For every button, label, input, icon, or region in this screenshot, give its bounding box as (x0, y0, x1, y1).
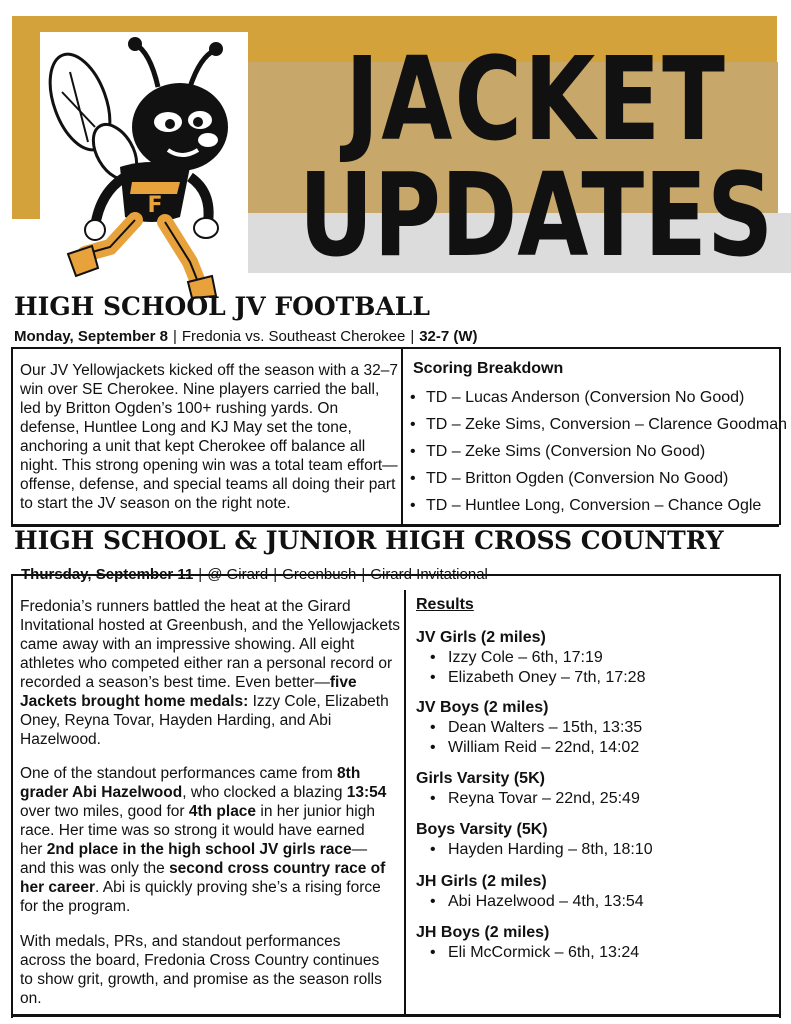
scoring-item: • TD – Zeke Sims (Conversion No Good) (410, 438, 787, 465)
results-group (416, 923, 639, 963)
results-group-title: Boys Varsity (5K) (416, 821, 548, 838)
football-column-divider (401, 347, 403, 525)
football-summary: Our JV Yellowjackets kicked off the season with a 32–7 win over SE Cherokee. Nine players carried the ball, led by Britton Ogden’s 100+ rushing yards. On defense, Huntlee Long and KJ May set the tone, anchoring a unit that kept Cherokee off balance all night. This strong opening win was a total team effort—offense, defense, and special teams all doing their part to start the JV season on the right note. (20, 362, 398, 512)
yellowjacket-mascot-logo (40, 32, 248, 300)
scoring-item: • TD – Lucas Anderson (Conversion No Good) (410, 384, 787, 411)
xc-paragraph-1: Fredonia’s runners battled the heat at the Girard Invitational hosted at Greenbush, and the Yellowjackets came away with an impressive showing. All eight athletes who competed either ran a personal record or recorded a season’s best time. Even better—five Jackets brought home medals: Izzy Cole, Elizabeth Oney, Reyna Tovar, Hayden Harding, and Abi Hazelwood. (20, 598, 401, 748)
xc-column-divider (404, 590, 406, 1016)
scoring-item: • TD – Zeke Sims, Conversion – Clarence Goodman (410, 411, 787, 438)
newsletter-title (296, 32, 776, 283)
result-item: • Dean Walters – 15th, 13:35 (430, 718, 642, 738)
cross-country-section-title: HIGH SCHOOL & JUNIOR HIGH CROSS COUNTRY (14, 526, 724, 555)
result-item: • Reyna Tovar – 22nd, 25:49 (430, 789, 640, 809)
xc-box-bottom-rule (11, 1014, 779, 1017)
result-item: • William Reid – 22nd, 14:02 (430, 738, 642, 758)
xc-meet-name: Girard Invitational (370, 566, 488, 583)
football-score: 32-7 (W) (419, 328, 478, 345)
results-group-title: JH Girls (2 miles) (416, 873, 547, 890)
scoring-item: • TD – Huntlee Long, Conversion – Chance Ogle (410, 492, 787, 519)
result-item: • Elizabeth Oney – 7th, 17:28 (430, 668, 645, 688)
svg-text:F: F (147, 193, 163, 218)
xc-meet-info: Thursday, September 11 | @ Girard | Greenbush | Girard Invitational (21, 566, 488, 583)
results-group (416, 872, 644, 912)
xc-location: @ Girard (207, 566, 269, 583)
scoring-item: • TD – Britton Ogden (Conversion No Good) (410, 465, 787, 492)
results-group-title: Girls Varsity (5K) (416, 770, 545, 787)
results-group (416, 769, 640, 809)
scoring-breakdown-title: Scoring Breakdown (413, 360, 564, 377)
results-group-title: JV Girls (2 miles) (416, 629, 546, 646)
scoring-list (410, 384, 787, 519)
result-item: • Hayden Harding – 8th, 18:10 (430, 840, 653, 860)
results-group (416, 628, 645, 688)
yellowjacket-mascot-icon (40, 32, 248, 300)
football-date: Monday, September 8 (14, 328, 168, 345)
football-section-title: HIGH SCHOOL JV FOOTBALL (14, 292, 430, 321)
results-group (416, 820, 653, 860)
results-group (416, 698, 642, 758)
result-item: • Eli McCormick – 6th, 13:24 (430, 943, 639, 963)
result-item: • Izzy Cole – 6th, 17:19 (430, 648, 645, 668)
title-line-1: JACKET (345, 32, 727, 167)
results-group-title: JH Boys (2 miles) (416, 924, 550, 941)
xc-date: Thursday, September 11 (21, 566, 194, 583)
football-matchup: Fredonia vs. Southeast Cherokee (181, 328, 406, 345)
xc-paragraph-3: With medals, PRs, and standout performances across the board, Fredonia Cross Country continues to show grit, growth, and promise as the season rolls on. (20, 933, 382, 1007)
results-title: Results (416, 596, 474, 613)
result-item: • Abi Hazelwood – 4th, 13:54 (430, 892, 644, 912)
football-game-info: Monday, September 8 | Fredonia vs. Southeast Cherokee | 32-7 (W) (14, 328, 478, 345)
title-line-2: UPDATES (298, 148, 774, 283)
xc-host: Greenbush (282, 566, 357, 583)
xc-paragraph-2: One of the standout performances came from 8th grader Abi Hazelwood, who clocked a blazing 13:54 over two miles, good for 4th place in her junior high race. Her time was so strong it would have earned her 2nd place in the high school JV girls race—and this was only the second cross country race of her career. Abi is quickly proving she’s a rising force for the program. (20, 765, 387, 915)
results-group-title: JV Boys (2 miles) (416, 699, 549, 716)
